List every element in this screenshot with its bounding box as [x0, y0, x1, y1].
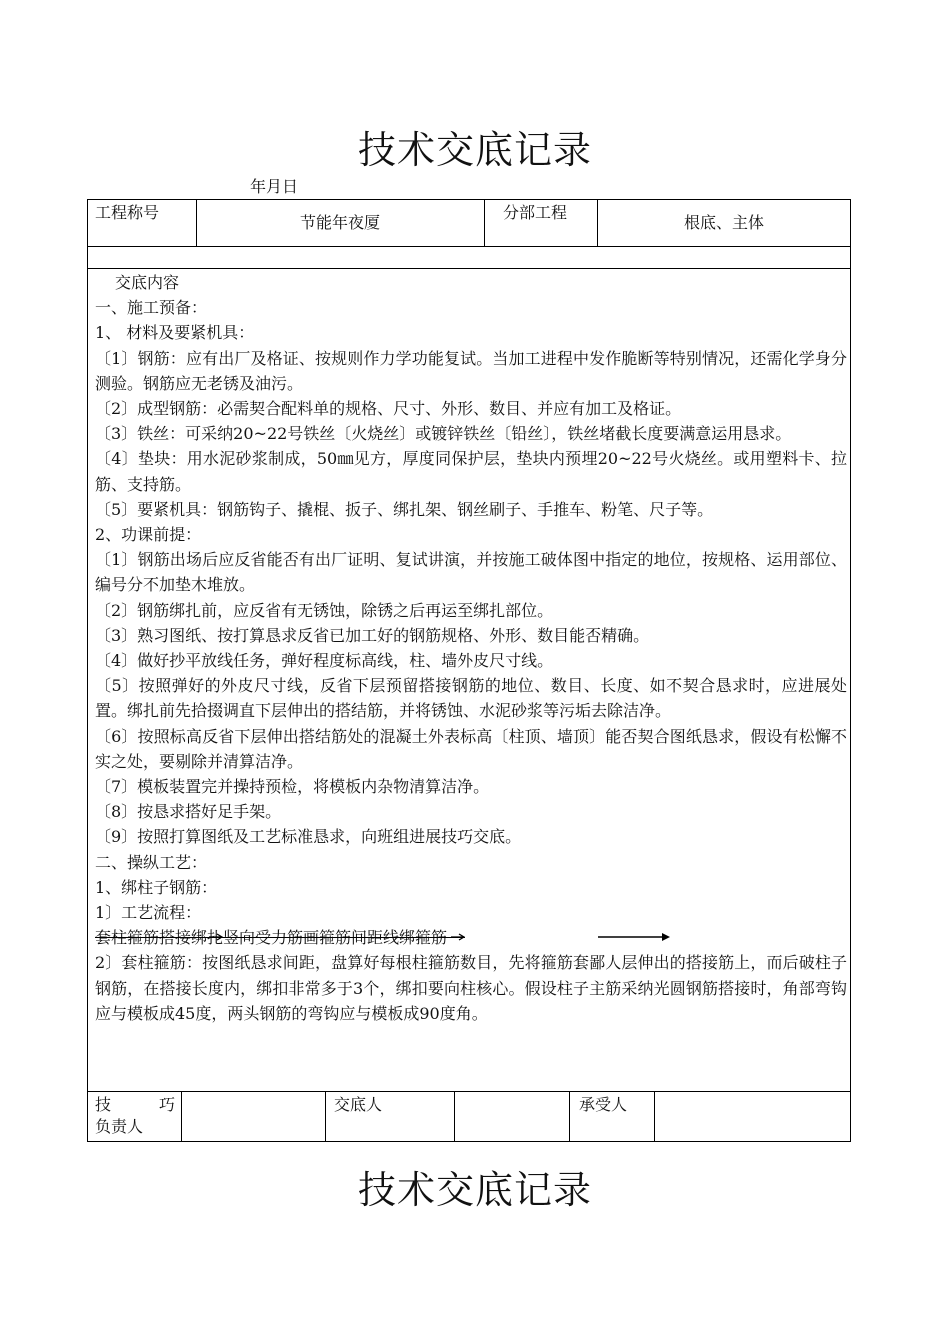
content-line: 〔4〕做好抄平放线任务，弹好程度标高线，柱、墙外皮尺寸线。 [95, 651, 554, 671]
content-line: 〔2〕成型钢筋：必需契合配料单的规格、尺寸、外形、数目、并应有加工及格证。 [95, 399, 682, 419]
divider [87, 268, 851, 269]
content-line: 〔6〕按照标高反省下层伸出搭结筋处的混凝土外表标高〔柱顶、墙顶〕能否契合图纸恳求，假设有松懈不实之处，要剔除并清算洁净。 [95, 726, 847, 771]
tech-lead-label-line2: 负责人 [95, 1117, 144, 1136]
content-line: 〔1〕钢筋出场后应反省能否有出厂证明、复试讲演，并按施工破体图中指定的地位，按规格、运用部位、编号分不加垫木堆放。 [95, 550, 847, 595]
content-line: 〔3〕铁丝：可采纳20~22号铁丝〔火烧丝〕或镀锌铁丝〔铅丝〕，铁丝堵截长度要满意运用恳求。 [95, 424, 792, 444]
arrow-right-icon [598, 932, 670, 942]
divider [484, 199, 485, 246]
divider [654, 1091, 655, 1142]
content-heading: 交底内容 [115, 273, 180, 292]
process-flow-text: 套柱箍筋搭接绑扎竖向受力筋画箍筋间距线绑箍筋 [95, 928, 448, 948]
content-line: 〔5〕要紧机具：钢筋钩子、撬棍、扳子、绑扎架、钢丝刷子、手推车、粉笔、尺子等。 [95, 499, 714, 519]
divider [87, 1091, 851, 1092]
content-line: 2〕套柱箍筋：按图纸恳求间距，盘算好每根柱箍筋数目，先将箍筋套鄙人层伸出的搭接筋上，而后破柱子钢筋，在搭接长度内，绑扣非常多于3个，绑扣要向柱核心。假设柱子主筋采纳光圆钢筋搭接时，角部弯钩应与模板成45度，两头钢筋的弯钩应与模板成90度角。 [95, 953, 847, 1023]
content-line: 〔8〕按恳求搭好足手架。 [95, 802, 282, 822]
receiver-label: 承受人 [579, 1095, 628, 1114]
date-label: 年月日 [250, 177, 299, 196]
flow-connector-line [95, 937, 465, 938]
project-name-value: 节能年夜厦 [299, 213, 380, 232]
tech-lead-label [95, 1094, 175, 1138]
divider [454, 1091, 455, 1142]
tech-lead-label-line1: 技 巧 [95, 1095, 176, 1114]
divider [181, 1091, 182, 1142]
content-line: 〔5〕按照弹好的外皮尺寸线，反省下层预留搭接钢筋的地位、数目、长度、如不契合恳求时，应进展处置。绑扎前先拾掇调直下层伸出的搭结筋，并将锈蚀、水泥砂浆等污垢去除洁净。 [95, 676, 847, 721]
arrow-right-icon [451, 933, 465, 941]
content-line: 〔7〕模板装置完并操持预检，将模板内杂物清算洁净。 [95, 777, 490, 797]
content-line: 二、操纵工艺： [95, 852, 208, 872]
divider [87, 246, 851, 247]
content-line: 1〕工艺流程： [95, 903, 202, 923]
content-line: 1、绑柱子钢筋： [95, 877, 218, 897]
divider [569, 1091, 570, 1142]
document-title-repeat: 技术交底记录 [357, 1168, 592, 1212]
project-name-label: 工程称号 [95, 203, 160, 222]
process-flow [95, 925, 847, 950]
division-value: 根底、主体 [683, 213, 764, 232]
content-line: 一、施工预备： [95, 298, 208, 318]
document-title: 技术交底记录 [357, 128, 592, 172]
content-line: 〔4〕垫块：用水泥砂浆制成，50㎜见方，厚度同保护层，垫块内预埋20~22号火烧丝。或用塑料卡、拉筋、支持筋。 [95, 449, 847, 494]
content-line: 1、 材料及要紧机具： [95, 323, 255, 343]
content-line: 〔9〕按照打算图纸及工艺标准恳求，向班组进展技巧交底。 [95, 827, 522, 847]
content-line: 〔3〕熟习图纸、按打算恳求反省已加工好的钢筋规格、外形、数目能否精确。 [95, 625, 650, 645]
divider [325, 1091, 326, 1142]
arrow-right-icon [209, 933, 223, 941]
content-line: 〔1〕钢筋：应有出厂及格证、按规则作力学功能复试。当加工进程中发作脆断等特别情况，还需化学身分测验。钢筋应无老锈及油污。 [95, 348, 847, 393]
division-label: 分部工程 [503, 203, 568, 222]
content-body [95, 270, 847, 1026]
content-line: 〔2〕钢筋绑扎前，应反省有无锈蚀，除锈之后再运至绑扎部位。 [95, 600, 554, 620]
content-line: 2、功课前提： [95, 525, 202, 545]
presenter-label: 交底人 [334, 1095, 383, 1114]
